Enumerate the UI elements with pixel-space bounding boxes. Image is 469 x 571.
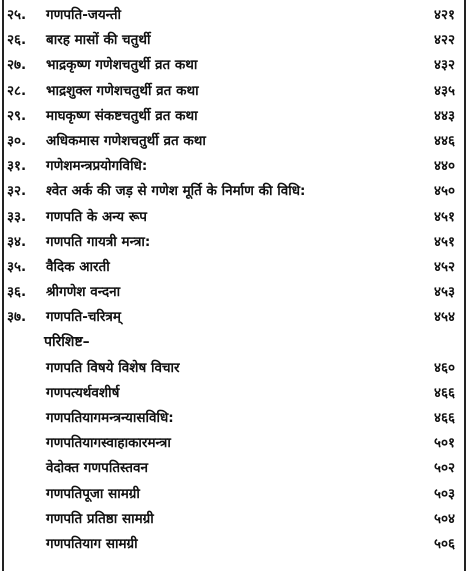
entry-number: ३६. (7, 284, 27, 301)
entry-title: गणपतियागस्वाहाकारमन्त्रा (46, 435, 171, 452)
entry-title: गणपतिपूजा सामग्री (46, 485, 140, 502)
entry-number: ३५. (7, 258, 27, 275)
entry-title: श्वेत अर्क की जड़ से गणेश मूर्ति के निर्माण की विधि: (46, 183, 306, 200)
entry-title: भाद्रकृष्ण गणेशचतुर्थी व्रत कथा (46, 57, 198, 74)
entry-page: ४६६ (433, 410, 455, 426)
entry-page: ४५२ (433, 258, 455, 275)
entry-page: ५०४ (433, 510, 455, 527)
table-of-contents (0, 3, 469, 557)
appendix-entry (0, 381, 469, 406)
entry-page: ५०६ (433, 535, 455, 552)
entry-number: ३३. (7, 208, 27, 225)
entry-title: गणपति-चरित्रम् (46, 309, 121, 326)
entry-page: ४३५ (433, 82, 455, 99)
entry-page: ५०१ (433, 435, 455, 452)
entry-number: ३४. (7, 233, 27, 250)
toc-entry (0, 205, 469, 230)
entry-number: ३२. (7, 183, 27, 200)
entry-title: गणेशमन्त्रप्रयोगविधि: (46, 158, 148, 175)
entry-page: ४४० (433, 158, 455, 175)
toc-entry (0, 79, 469, 104)
appendix-entry (0, 507, 469, 532)
toc-entry (0, 3, 469, 28)
entry-page: ४२१ (433, 7, 455, 23)
entry-title: गणपति-जयन्ती (46, 7, 122, 23)
entry-title: गणपति के अन्य रूप (46, 208, 147, 225)
entry-page: ४६६ (433, 384, 455, 401)
entry-title: अधिकमास गणेशचतुर्थी व्रत कथा (46, 132, 206, 149)
toc-entry (0, 230, 469, 255)
entry-title: गणपतियाग सामग्री (46, 535, 138, 552)
toc-entry (0, 53, 469, 78)
entry-page: ४५४ (433, 309, 455, 326)
toc-entry (0, 280, 469, 305)
entry-title: भाद्रशुक्ल गणेशचतुर्थी व्रत कथा (46, 82, 199, 99)
entry-number: २८. (7, 82, 27, 99)
entry-number: २७. (7, 57, 27, 74)
entry-title: वेदोक्त गणपतिस्तवन (46, 460, 148, 477)
entry-number: ३७. (7, 309, 27, 326)
entry-title: गणपति प्रतिष्ठा सामग्री (46, 510, 154, 527)
entry-page: ४३२ (433, 57, 455, 74)
entry-page: ५०२ (433, 460, 455, 477)
entry-page: ४५० (433, 183, 455, 200)
appendix-heading-text: परिशिष्ट– (44, 334, 90, 351)
toc-entry (0, 255, 469, 280)
entry-page: ४५३ (433, 284, 455, 301)
entry-page: ४६० (433, 359, 455, 376)
appendix-entry (0, 482, 469, 507)
entry-page: ४५१ (433, 233, 455, 250)
toc-entry (0, 129, 469, 154)
toc-entry (0, 154, 469, 179)
entry-number: २९. (7, 107, 27, 124)
entry-title: गणपति विषये विशेष विचार (46, 359, 180, 376)
entry-title: माघकृष्ण संकष्टचतुर्थी व्रत कथा (46, 107, 198, 124)
entry-number: २५. (7, 7, 27, 23)
appendix-heading (0, 330, 469, 355)
toc-entry (0, 305, 469, 330)
entry-page: ४२२ (433, 32, 455, 49)
entry-title: वैदिक आरती (46, 258, 110, 275)
entry-title: गणपत्यर्थवशीर्ष (46, 384, 120, 401)
entry-title: गणपतियागमन्त्रन्यासविधि: (46, 410, 174, 426)
entry-page: ४५१ (433, 208, 455, 225)
entry-number: ३१. (7, 158, 27, 175)
entry-page: ५०३ (433, 485, 455, 502)
entry-number: २६. (7, 32, 27, 49)
toc-entry (0, 179, 469, 204)
toc-entry (0, 104, 469, 129)
entry-title: बारह मासों की चतुर्थी (46, 32, 151, 49)
appendix-entry (0, 431, 469, 456)
entry-page: ४४३ (433, 107, 455, 124)
appendix-entry (0, 456, 469, 481)
toc-entry (0, 28, 469, 53)
entry-title: श्रीगणेश वन्दना (46, 284, 121, 301)
appendix-entry (0, 406, 469, 431)
entry-number: ३०. (7, 132, 27, 149)
appendix-entry (0, 356, 469, 381)
entry-title: गणपति गायत्री मन्त्रा: (46, 233, 151, 250)
appendix-entry (0, 532, 469, 557)
entry-page: ४४६ (433, 132, 455, 149)
